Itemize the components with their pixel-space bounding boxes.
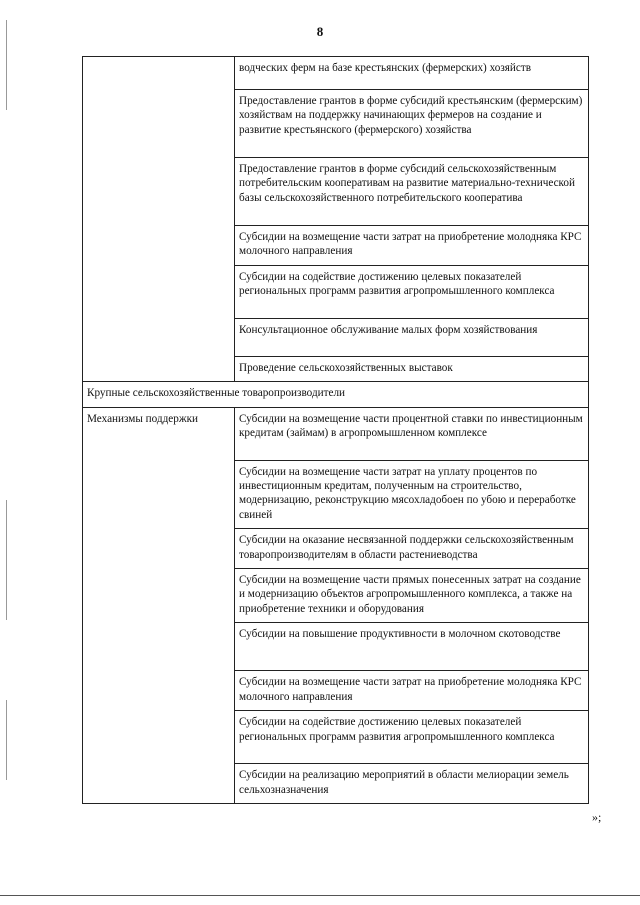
page-number: 8 (316, 24, 324, 39)
measure-cell: Проведение сельскохозяйственных выставок (235, 356, 589, 381)
scan-margin-mark (6, 500, 7, 620)
table-row (83, 57, 589, 90)
measure-cell: Предоставление грантов в форме субсидий крестьянским (фермерским) хозяйствам на поддержку начинающих фермеров на создание и развитие крестьянского (фермерского) хозяйства (235, 90, 589, 158)
measure-cell: Субсидии на возмещение части процентной ставки по инвестиционным кредитам (займам) в агропромышленном комплексе (235, 407, 589, 460)
support-measures-table (82, 56, 589, 804)
measure-cell: Субсидии на оказание несвязанной поддержки сельскохозяйственным товаропроизводителям в области растениеводства (235, 529, 589, 569)
measure-cell: Субсидии на реализацию мероприятий в области мелиорации земель сельхозназначения (235, 764, 589, 804)
measure-cell: Предоставление грантов в форме субсидий сельскохозяйственным потребительским кооперативам на развитие материально-технической базы сельскохозяйственного потребительского кооператива (235, 158, 589, 226)
measure-cell: Субсидии на возмещение части затрат на уплату процентов по инвестиционным кредитам, полученным на строительство, модернизацию, реконструкцию мясохладобоен по убою и переработке свиней (235, 460, 589, 529)
measure-cell: Субсидии на содействие достижению целевых показателей региональных программ развития агропромышленного комплекса (235, 265, 589, 318)
measure-cell: Субсидии на возмещение части прямых понесенных затрат на создание и модернизацию объектов агропромышленного комплекса, а также на приобретение техники и оборудования (235, 569, 589, 623)
measure-cell: Субсидии на повышение продуктивности в молочном скотоводстве (235, 623, 589, 671)
measure-cell: Субсидии на возмещение части затрат на приобретение молодняка КРС молочного направления (235, 671, 589, 711)
measure-cell: водческих ферм на базе крестьянских (фермерских) хозяйств (235, 57, 589, 90)
measure-cell: Консультационное обслуживание малых форм хозяйствования (235, 318, 589, 356)
left-empty-cell (83, 57, 235, 382)
table-row (83, 382, 589, 407)
scan-margin-mark (6, 20, 7, 110)
mechanisms-label: Механизмы поддержки (83, 407, 235, 803)
scan-margin-mark (6, 700, 7, 780)
section-heading: Крупные сельскохозяйственные товаропроизводители (83, 382, 589, 407)
closing-quote-mark: »; (592, 810, 602, 824)
measure-cell: Субсидии на возмещение части затрат на приобретение молодняка КРС молочного направления (235, 226, 589, 266)
measure-cell: Субсидии на содействие достижению целевых показателей региональных программ развития агропромышленного комплекса (235, 711, 589, 764)
scan-bottom-edge (0, 895, 640, 896)
table-row (83, 407, 589, 460)
